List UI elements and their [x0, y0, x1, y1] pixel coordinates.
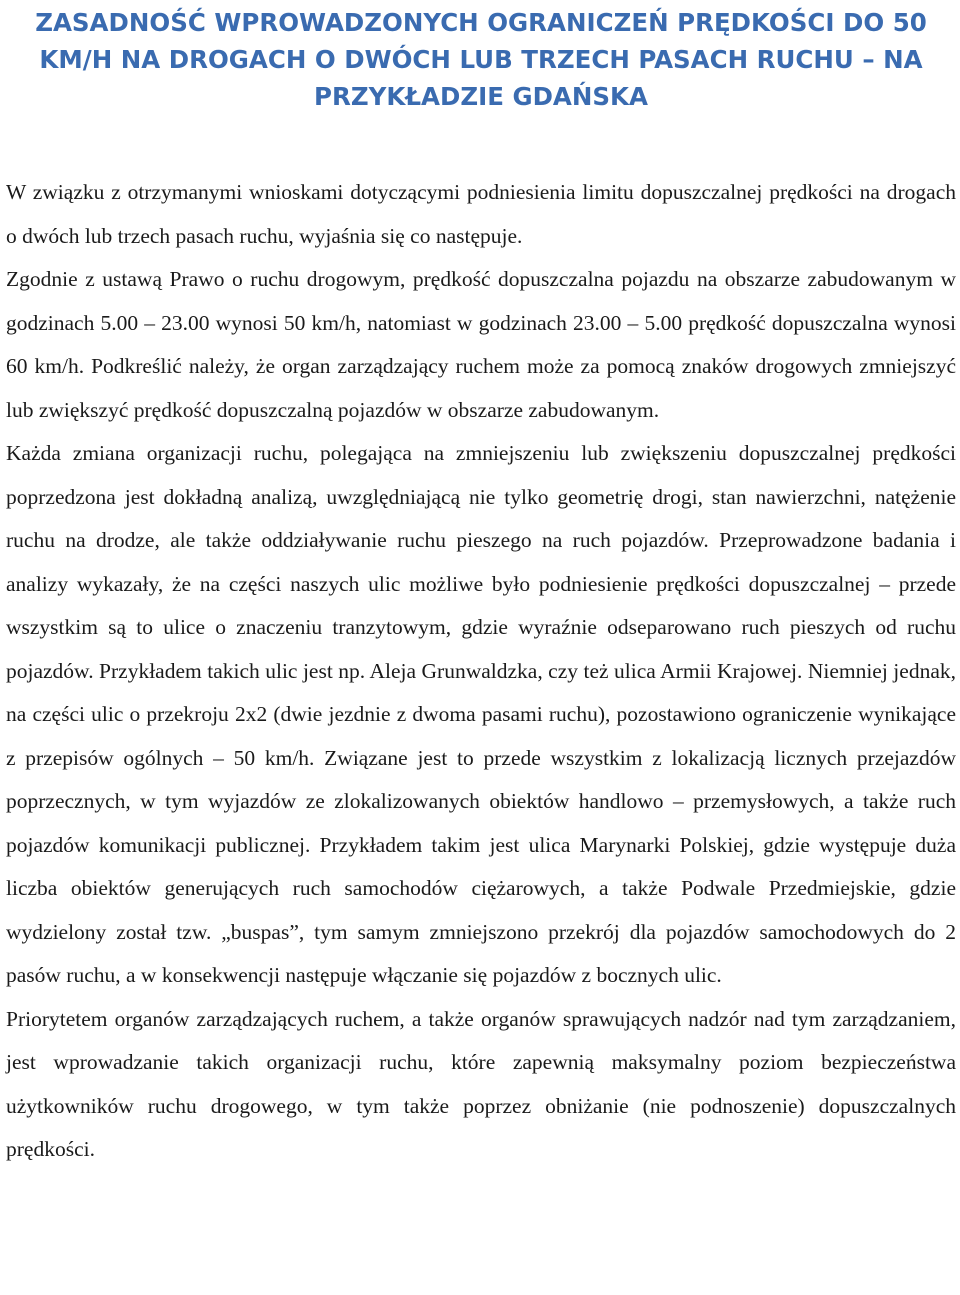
paragraph-speed-law: Zgodnie z ustawą Prawo o ruchu drogowym, prędkość dopuszczalna pojazdu na obszarze zabudowanym w godzinach 5.00 – 23.00 wynosi 50 km/h, natomiast w godzinach 23.00 – 5.00 prędkość dopuszczalna wynosi 60 km/h. Podkreślić należy, że organ zarządzający ruchem może za pomocą znaków drogowych zmniejszyć lub zwiększyć prędkość dopuszczalną pojazdów w obszarze zabudowanym. — [6, 267, 956, 422]
document-body — [6, 171, 956, 1172]
paragraph-priority: Priorytetem organów zarządzających ruchem, a także organów sprawujących nadzór nad tym zarządzaniem, jest wprowadzanie takich organizacji ruchu, które zapewnią maksymalny poziom bezpieczeństwa użytkowników ruchu drogowego, w tym także poprzez obniżanie (nie podnoszenie) dopuszczalnych prędkości. — [6, 1006, 956, 1161]
document-title: ZASADNOŚĆ WPROWADZONYCH OGRANICZEŃ PRĘDKOŚCI DO 50 KM/H NA DROGACH O DWÓCH LUB TRZECH PASACH RUCHU – NA PRZYKŁADZIE GDAŃSKA — [35, 8, 927, 111]
paragraph-intro: W związku z otrzymanymi wnioskami dotyczącymi podniesienia limitu dopuszczalnej prędkości na drogach o dwóch lub trzech pasach ruchu, wyjaśnia się co następuje. — [6, 180, 956, 248]
paragraph-analysis: Każda zmiana organizacji ruchu, polegająca na zmniejszeniu lub zwiększeniu dopuszczalnej prędkości poprzedzona jest dokładną analizą, uwzględniającą nie tylko geometrię drogi, stan nawierzchni, natężenie ruchu na drodze, ale także oddziaływanie ruchu pieszego na ruch pojazdów. Przeprowadzone badania i analizy wykazały, że na części naszych ulic możliwe było podniesienie prędkości dopuszczalnej – przede wszystkim są to ulice o znaczeniu tranzytowym, gdzie wyraźnie odseparowano ruch pieszych od ruchu pojazdów. Przykładem takich ulic jest np. Aleja Grunwaldzka, czy też ulica Armii Krajowej. Niemniej jednak, na części ulic o przekroju 2x2 (dwie jezdnie z dwoma pasami ruchu), pozostawiono ograniczenie wynikające z przepisów ogólnych – 50 km/h. Związane jest to przede wszystkim z lokalizacją licznych przejazdów poprzecznych, w tym wyjazdów ze zlokalizowanych obiektów handlowo – przemysłowych, a także ruch pojazdów komunikacji publicznej. Przykładem takim jest ulica Marynarki Polskiej, gdzie występuje duża liczba obiektów generujących ruch samochodów ciężarowych, a także Podwale Przedmiejskie, gdzie wydzielony został tzw. „buspas”, tym samym zmniejszono przekrój dla pojazdów samochodowych do 2 pasów ruchu, a w konsekwencji następuje włączanie się pojazdów z bocznych ulic. — [6, 441, 956, 987]
document-page — [6, 0, 956, 1172]
